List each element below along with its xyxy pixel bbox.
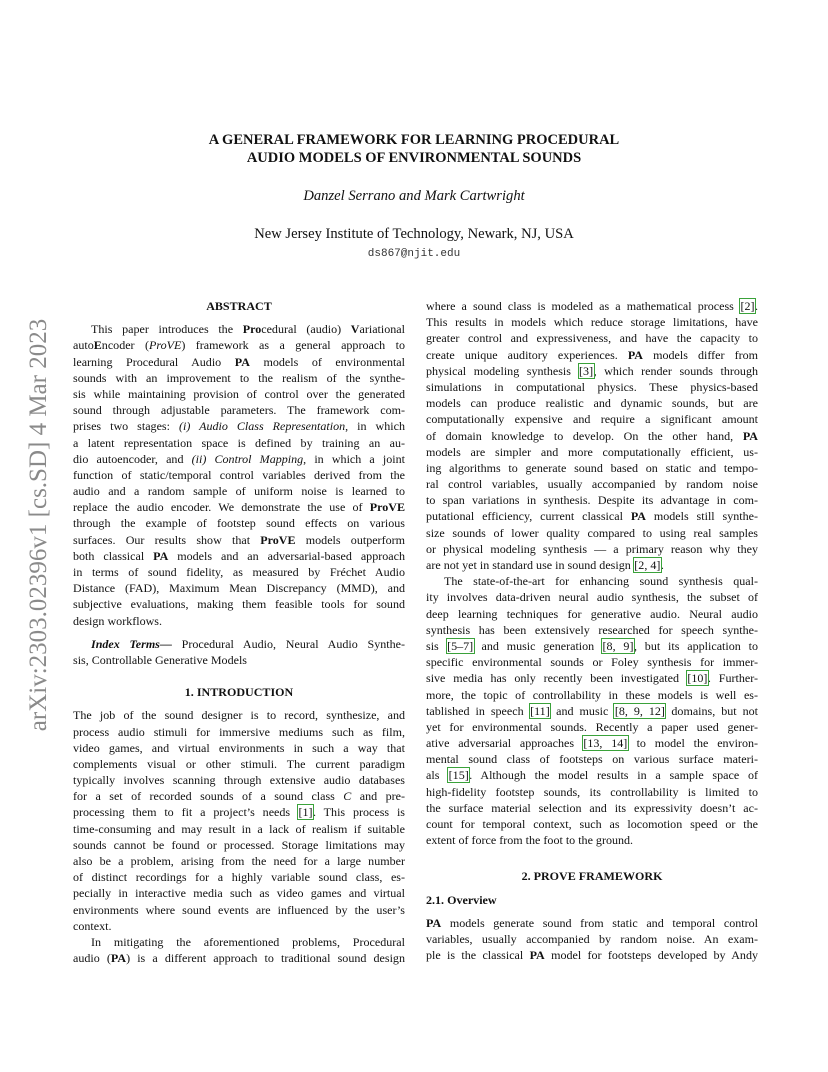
line-seg: This paper introduces the — [91, 322, 243, 337]
text-line — [73, 788, 405, 804]
line-seg: physical modeling synthesis — [426, 363, 579, 378]
text-line — [73, 321, 405, 337]
line-seg: models of environmental — [249, 354, 405, 369]
line-seg: . This process is — [313, 805, 405, 820]
line-seg: models outperform — [295, 532, 405, 547]
text-line: greater control and expressiveness, and have the capacity to — [426, 331, 758, 346]
citation-link[interactable]: [8, 9] — [602, 638, 634, 653]
text-line — [73, 451, 405, 467]
line-seg: ) is a different approach to traditional sound design — [126, 951, 405, 966]
line-seg: learning Procedural Audio — [73, 354, 235, 369]
text-line: in terms of sound fidelity, as measured by Fréchet Audio — [73, 565, 405, 579]
text-line: sounds cannot be found or processed. Storage limitations may — [73, 837, 405, 852]
arxiv-id-text: arXiv:2303.02396v1 [cs.SD] 4 Mar 2023 — [25, 318, 52, 732]
text-line: environments where sound events are influenced by the user’s — [73, 902, 405, 917]
line-seg: models generate sound from static and temporal control — [441, 915, 758, 930]
citation-link[interactable]: [2] — [740, 299, 755, 313]
index-terms-cont: sis, Controllable Generative Models — [73, 652, 247, 667]
text-line: The state-of-the-art for enhancing sound synthesis qual- — [444, 574, 758, 589]
text-line — [426, 347, 758, 363]
text-line — [426, 557, 758, 573]
citation-link[interactable]: [2, 4] — [634, 558, 661, 572]
left-column — [73, 298, 405, 966]
text-line — [73, 804, 405, 820]
intro-heading: 1. INTRODUCTION — [184, 685, 294, 700]
line-seg: ple is the classical — [426, 948, 530, 963]
line-bold: PA — [234, 354, 250, 369]
line-italic: (ii) Control Mapping — [191, 451, 304, 466]
right-column — [426, 298, 758, 963]
line-seg: create unique auditory experiences. — [426, 347, 628, 362]
right-paragraph-2 — [426, 573, 758, 848]
text-line: This results in models which reduce storage limitations, have — [426, 315, 758, 330]
text-line — [426, 735, 758, 751]
index-terms-label-text: Index Terms— — [91, 636, 172, 651]
text-line: complements visual or other stimuli. The current paradigm — [73, 756, 405, 771]
line-seg: dio autoencoder, and — [73, 451, 192, 466]
text-line: simulations in computational physics. These physics-based — [426, 379, 758, 394]
authors: Danzel Serrano and Mark Cartwright — [303, 188, 525, 204]
line-italic: C — [343, 789, 352, 804]
text-line: sounds with an improvement to the realism of the synthe- — [73, 370, 405, 385]
text-line: In mitigating the aforementioned problems, Procedural — [91, 934, 405, 949]
text-line: context. — [73, 918, 112, 933]
text-line: pecially in interactive media such as video games and virtual — [73, 886, 405, 901]
text-line: more, the topic of controllability in these models is well es- — [426, 687, 758, 702]
text-line: high-fidelity footstep sounds, its controllability is limited to — [426, 784, 758, 799]
text-line: ity involves data-driven neural audio synthesis, the subset of — [426, 590, 758, 605]
text-line — [426, 428, 758, 444]
text-line — [426, 947, 758, 963]
text-line: to span variations in synthesis. Despite its advantage in com- — [426, 493, 758, 508]
line-bold: PA — [110, 951, 127, 966]
line-seg: to model the environ- — [627, 736, 758, 751]
text-line: subjective evaluations, making them feasible tools for sound — [73, 597, 405, 612]
line-seg: of domain knowledge to develop. On the other hand, — [426, 428, 743, 443]
text-line: yet for environmental sounds. Recently a paper used gener- — [426, 719, 758, 734]
line-bold: ProVE — [369, 500, 405, 515]
text-line: the surface material selection and its expressivity doesn’t ac- — [426, 800, 758, 815]
index-terms-text: Procedural Audio, Neural Audio Synthe- — [171, 636, 405, 651]
text-line — [73, 337, 405, 353]
subsection-2-1-heading: 2.1. Overview — [426, 892, 497, 907]
line-seg: and music generation — [473, 638, 603, 653]
line-seg: auto — [73, 338, 94, 353]
line-seg: models differ from — [643, 347, 758, 362]
title-line-2: AUDIO MODELS OF ENVIRONMENTAL SOUNDS — [246, 150, 582, 166]
line-italic: ProVE — [149, 338, 182, 353]
title-line-1: A GENERAL FRAMEWORK FOR LEARNING PROCEDURAL — [208, 132, 620, 148]
right-paragraph-1 — [426, 298, 758, 573]
text-line: specific environmental sounds or Foley synthesis for immer- — [426, 655, 758, 670]
text-line — [426, 670, 758, 686]
text-line — [73, 548, 405, 564]
line-seg: both classical — [73, 548, 154, 563]
text-line — [426, 638, 758, 654]
affiliation: New Jersey Institute of Technology, Newark, NJ, USA — [254, 226, 574, 242]
line-seg: tablished in speech — [426, 703, 530, 718]
line-seg: and music — [550, 703, 615, 718]
line-seg: and pre- — [351, 789, 405, 804]
text-line: extent of force from the foot to the ground. — [426, 833, 634, 848]
text-line — [426, 508, 758, 524]
text-line — [426, 363, 758, 379]
citation-link[interactable]: [8, 9, 12] — [614, 703, 665, 718]
text-line: of distinct recordings for a highly variable sound class, es- — [73, 870, 405, 885]
text-line: through the example of footstep sound effects on various — [73, 516, 405, 531]
text-line — [73, 950, 405, 966]
line-bold: E — [93, 338, 102, 353]
text-line: computationally expensive and require a significant amount — [426, 412, 758, 427]
line-seg: models still synthe- — [645, 509, 758, 524]
citation-link[interactable]: [1] — [298, 805, 313, 820]
line-seg: replace the audio encoder. We demonstrate the use of — [73, 500, 370, 515]
line-bold: PA — [426, 915, 442, 930]
line-italic: (i) Audio Class Representation — [178, 419, 346, 434]
text-line: deep learning techniques for generative audio. Neural audio — [426, 606, 758, 621]
text-line: audio and a random sample of uniform noise is learned to — [73, 484, 405, 499]
text-line: count for temporal context, such as locomotion speed or the — [426, 817, 758, 831]
text-line: The job of the sound designer is to record, synthesize, and — [73, 708, 405, 723]
line-bold: PA — [627, 347, 644, 362]
line-seg: cedural (audio) — [261, 322, 351, 337]
citation-link[interactable]: [5–7] — [447, 638, 474, 653]
line-seg: audio ( — [73, 951, 111, 966]
text-line: a latent representation space is defined by training an au- — [73, 435, 405, 450]
text-line — [426, 915, 758, 931]
citation-link[interactable]: [15] — [448, 768, 469, 783]
line-bold: ProVE — [260, 532, 296, 547]
email-link[interactable]: ds867@njit.edu — [367, 248, 461, 260]
line-seg: for a set of recorded sounds of a sound class — [73, 789, 344, 804]
line-seg: domains, but not — [665, 703, 758, 718]
text-line: video games, and virtual environments in such a way that — [73, 740, 405, 755]
line-bold: PA — [742, 428, 758, 443]
text-line — [426, 703, 758, 719]
text-line: typically involves scanning through extensive audio databases — [73, 773, 405, 788]
text-line — [73, 354, 405, 370]
citation-link[interactable]: [11] — [530, 703, 550, 718]
paper-title — [150, 131, 678, 167]
text-line: process audio stimuli for immersive mediums such as film, — [73, 724, 405, 739]
line-seg: , which render sounds through — [593, 363, 758, 378]
text-line: models can produce realistic and dynamic sounds, but are — [426, 396, 758, 411]
line-seg: processing them to fit a project’s needs — [73, 805, 298, 820]
line-seg: putational efficiency, current classical — [426, 509, 631, 524]
line-seg: sive media has only recently been investigated — [426, 671, 687, 686]
line-bold: PA — [153, 548, 169, 563]
citation-link[interactable]: [13, 14] — [583, 736, 628, 751]
text-line: time-consuming and may result in a lack of realism if suitable — [73, 821, 405, 836]
text-line: ral control variables, usually accompanied by random noise — [426, 477, 758, 492]
text-line — [73, 499, 405, 515]
line-seg: ariational — [359, 322, 405, 337]
text-line — [73, 532, 405, 548]
text-line: mental sound class of footsteps on various surface materi- — [426, 752, 758, 767]
citation-link[interactable]: [10] — [687, 671, 708, 686]
line-seg: models and an adversarial-based approach — [168, 548, 405, 563]
line-seg: ative adversarial approaches — [426, 736, 583, 751]
arxiv-side-stamp — [8, 290, 68, 760]
text-line: synthesis has been extensively researched for speech synthe- — [426, 622, 758, 637]
text-line — [426, 767, 758, 783]
text-line — [426, 298, 758, 314]
line-seg: ) framework as a general approach to — [181, 338, 405, 353]
text-line: ing algorithms to generate sound based on static and tempo- — [426, 460, 758, 475]
index-terms-label — [91, 637, 172, 651]
text-line: Distance (FAD), Maximum Mean Discrepancy (MMD), and — [73, 581, 405, 596]
text-line: also be a problem, arising from the need for a large number — [73, 854, 405, 868]
line-seg: surfaces. Our results show that — [73, 532, 261, 547]
line-seg: are not yet in standard use in sound design — [426, 558, 634, 572]
text-line: design workflows. — [73, 613, 163, 628]
line-seg: sis — [426, 638, 447, 653]
line-seg: , in which — [345, 419, 405, 434]
index-terms — [73, 636, 405, 652]
line-bold: PA — [529, 948, 545, 963]
line-bold: Pro — [242, 322, 262, 337]
citation-link[interactable]: [3] — [579, 363, 594, 378]
text-line: function of static/temporal control variables derived from the — [73, 467, 405, 482]
text-line: sis while maintaining provision of control over the generated — [73, 386, 405, 401]
abstract-body — [73, 321, 405, 629]
intro-paragraph-1 — [73, 707, 405, 934]
line-seg: where a sound class is modeled as a mathematical process — [426, 299, 740, 313]
text-line — [73, 418, 405, 434]
line-seg: . Although the model results in a sample space of — [469, 768, 758, 783]
right-paragraph-3 — [426, 915, 758, 964]
line-bold: PA — [630, 509, 646, 524]
text-line: models are simpler and more computationally efficient, us- — [426, 444, 758, 459]
line-bold: V — [350, 322, 360, 337]
section-2-heading: 2. PROVE FRAMEWORK — [521, 869, 663, 884]
text-line: sound through adjustable parameters. The framework com- — [73, 403, 405, 418]
text-line: variables, usually accompanied by random noise. An exam- — [426, 931, 758, 946]
line-seg: . — [660, 558, 664, 572]
line-seg: . Further- — [707, 671, 758, 686]
line-seg: model for footsteps developed by Andy — [544, 948, 758, 963]
line-seg: , but its application to — [633, 638, 758, 653]
line-seg: ncoder ( — [101, 338, 149, 353]
line-seg: als — [426, 768, 449, 783]
line-seg: , in which a joint — [303, 451, 405, 466]
text-line: or physical modeling synthesis — a primary reason why they — [426, 541, 758, 556]
line-seg: prises two stages: — [73, 419, 179, 434]
abstract-heading: ABSTRACT — [206, 299, 272, 313]
line-seg: . — [754, 299, 758, 313]
text-line: size sounds of lower quality compared to using real samples — [426, 525, 758, 540]
